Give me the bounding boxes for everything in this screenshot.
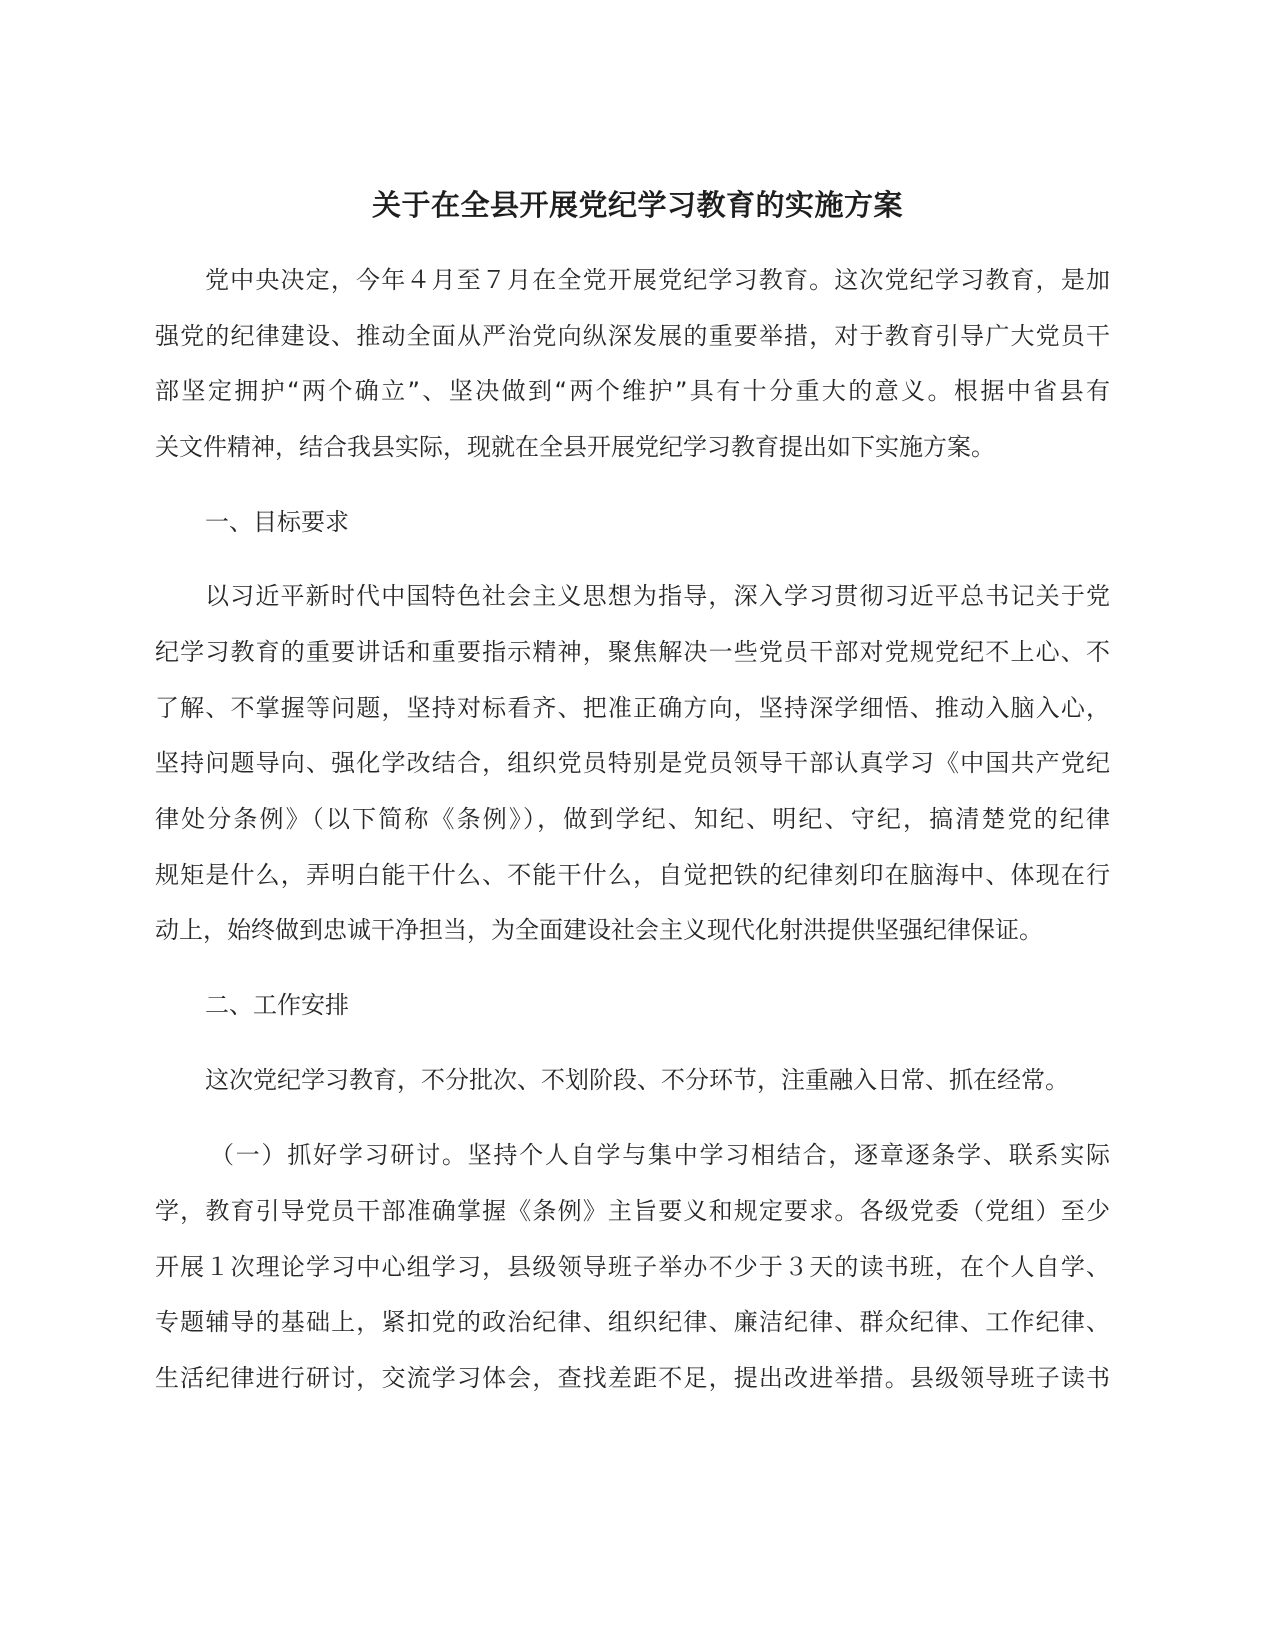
paragraph-line: 规矩是什么，弄明白能干什么、不能干什么，自觉把铁的纪律刻印在脑海中、体现在行 — [155, 861, 1110, 889]
paragraph-line: 律处分条例》（以下简称《条例》），做到学纪、知纪、明纪、守纪，搞清楚党的纪律 — [155, 805, 1110, 833]
paragraph-line: 关文件精神，结合我县实际，现就在全县开展党纪学习教育提出如下实施方案。 — [155, 433, 995, 461]
paragraph-line: 动上，始终做到忠诚干净担当，为全面建设社会主义现代化射洪提供坚强纪律保证。 — [155, 916, 1043, 944]
paragraph-line: 以习近平新时代中国特色社会主义思想为指导，深入学习贯彻习近平总书记关于党 — [205, 582, 1110, 610]
paragraph-line: 党中央决定，今年４月至７月在全党开展党纪学习教育。这次党纪学习教育，是加 — [205, 266, 1110, 294]
paragraph-line: 坚持问题导向、强化学改结合，组织党员特别是党员领导干部认真学习《中国共产党纪 — [155, 749, 1110, 777]
document-title: 关于在全县开展党纪学习教育的实施方案 — [371, 188, 903, 222]
paragraph-line: 了解、不掌握等问题，坚持对标看齐、把准正确方向，坚持深学细悟、推动入脑入心， — [155, 694, 1110, 722]
paragraph-line: 开展１次理论学习中心组学习，县级领导班子举办不少于３天的读书班，在个人自学、 — [155, 1253, 1110, 1281]
paragraph-line: （一）抓好学习研讨。坚持个人自学与集中学习相结合，逐章逐条学、联系实际 — [210, 1141, 1110, 1169]
paragraph-line: 强党的纪律建设、推动全面从严治党向纵深发展的重要举措，对于教育引导广大党员干 — [155, 322, 1110, 350]
paragraph-line: 纪学习教育的重要讲话和重要指示精神，聚焦解决一些党员干部对党规党纪不上心、不 — [155, 638, 1110, 666]
paragraph-line: 生活纪律进行研讨，交流学习体会，查找差距不足，提出改进举措。县级领导班子读书 — [155, 1364, 1110, 1392]
paragraph-line: 部坚定拥护“两个确立”、坚决做到“两个维护”具有十分重大的意义。根据中省县有 — [155, 377, 1110, 405]
paragraph-line: 学，教育引导党员干部准确掌握《条例》主旨要义和规定要求。各级党委（党组）至少 — [155, 1197, 1110, 1225]
section-heading: 一、目标要求 — [205, 508, 349, 536]
paragraph-line: 这次党纪学习教育，不分批次、不划阶段、不分环节，注重融入日常、抓在经常。 — [205, 1066, 1069, 1094]
section-heading: 二、工作安排 — [205, 991, 349, 1019]
paragraph-line: 专题辅导的基础上，紧扣党的政治纪律、组织纪律、廉洁纪律、群众纪律、工作纪律、 — [155, 1308, 1110, 1336]
